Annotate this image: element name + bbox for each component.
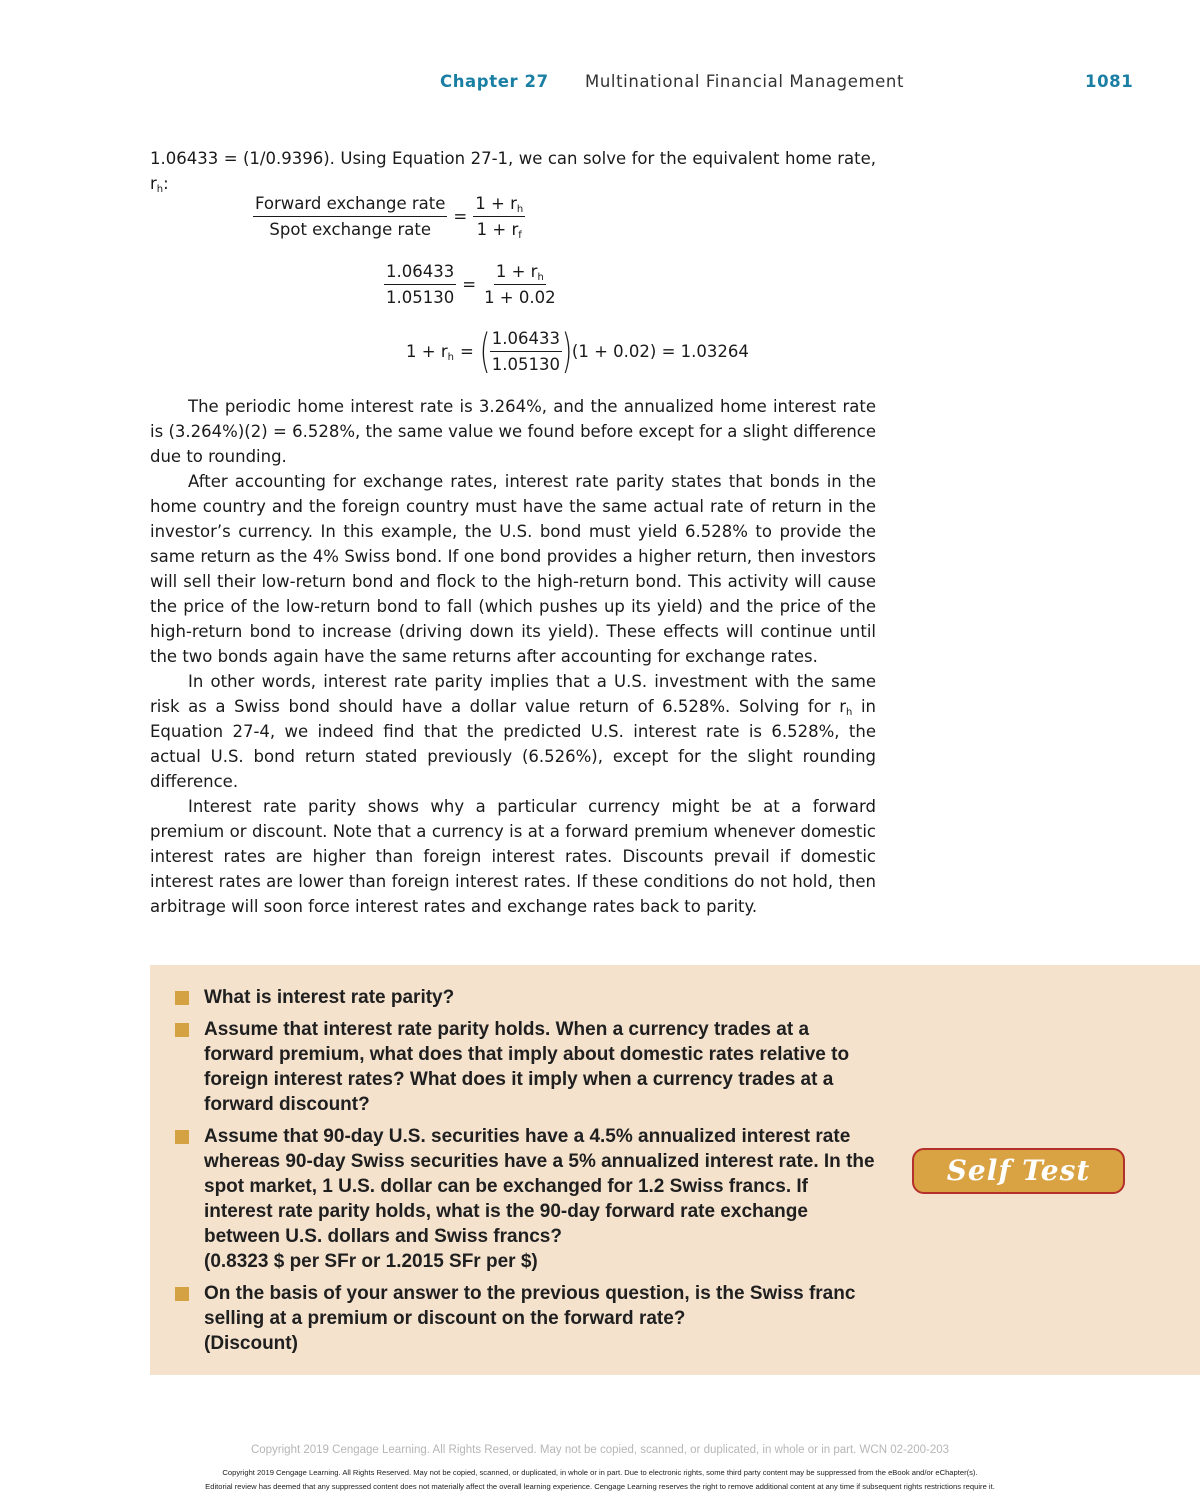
numerator [494,262,546,285]
body-text [150,394,876,919]
page-header [0,72,1200,96]
denominator: 1.05130 [386,288,455,307]
denominator [475,217,524,239]
left-paren-glyph: ( [479,324,491,378]
square-bullet-icon [175,1130,189,1144]
paragraph: The periodic home interest rate is 3.264%, and the annualized home interest rate is (3.264%)(2) = 6.528%, the same value we found before except for a slight difference due to rounding. [150,397,876,466]
subscript: f [518,230,522,241]
fraction-right [482,262,558,307]
square-bullet-icon [175,991,189,1005]
chapter-label: Chapter 27 [440,72,549,91]
rhs: (1 + 0.02) = 1.03264 [571,341,749,361]
list-item [175,1124,875,1274]
paragraph-text: in Equation 27-4, we indeed find that the predicted U.S. interest rate is 6.528%, the actual U.S. bond return stated previously (6.526%), except for the slight rounding difference. [150,697,876,791]
copyright-fineprint: Editorial review has deemed that any suppressed content does not materially affect the overall learning experience. Cengage Learning reserves the right to remove additional content at any time if subsequent rights restrictions require it. [205,1482,995,1491]
self-test-questions [175,985,875,1363]
numerator: 1.06433 [384,262,456,285]
chapter-title: Multinational Financial Management [585,72,905,91]
question-text: Assume that interest rate parity holds. When a currency trades at a forward premium, what does that imply about domestic rates relative to foreign interest rates? What does it imply when a currency trades at a forward discount? [204,1019,850,1115]
square-bullet-icon [175,1023,189,1037]
intro-end: : [163,174,169,193]
lhs-text: 1 + r [406,341,448,361]
numerator: Forward exchange rate [253,194,447,217]
equals-sign: = [462,275,477,294]
intro-text [150,146,876,196]
paragraph-text: In other words, interest rate parity implies that a U.S. investment with the same risk as a Swiss bond should have a dollar value return of 6.528%. Solving for r [150,672,876,716]
right-paren-glyph: ) [561,324,573,378]
equals-sign: = [459,341,474,361]
list-item [175,1017,875,1117]
paragraph: Interest rate parity shows why a particular currency might be at a forward premium or discount. Note that a currency is at a forward premium whenever domestic interest rates are higher than foreign interest rates. Discounts prevail if domestic interest rates are lower than foreign interest rates. If these conditions do not hold, then arbitrage will soon force interest rates and exchange rates back to parity. [150,797,876,916]
square-bullet-icon [175,1287,189,1301]
question-text: What is interest rate parity? [204,987,455,1008]
list-item [175,1281,875,1356]
numerator [473,194,525,217]
question-answer: (0.8323 $ per SFr or 1.2015 SFr per $) [204,1251,538,1272]
paragraph [150,669,876,794]
copyright-notice: Copyright 2019 Cengage Learning. All Rights Reserved. May not be copied, scanned, or duplicated, in whole or in part. WCN 02-200-203 [250,1444,950,1456]
subscript: h [537,272,544,283]
denominator: 1 + 0.02 [484,288,556,307]
lhs [406,342,454,361]
numerator-text: 1 + r [475,194,517,213]
denominator: Spot exchange rate [269,220,431,239]
numerator: 1.06433 [490,329,562,352]
question-answer: (Discount) [204,1333,298,1354]
equation-parity [253,194,525,239]
equals-sign: = [453,207,468,226]
equation-substituted [384,262,558,307]
fraction-right [473,194,525,239]
numerator-text: 1 + r [495,262,538,281]
intro-line: 1.06433 = (1/0.9396). Using Equation 27-1, we can solve for the equivalent home rate, r [150,149,876,193]
fraction-left [253,194,447,239]
denominator-text: 1 + r [476,220,519,239]
equation-solved [406,324,749,378]
denominator: 1.05130 [491,354,560,374]
subscript: h [516,204,524,215]
self-test-badge: Self Test [912,1148,1125,1194]
intro-subscript: h [156,184,164,195]
paragraph: After accounting for exchange rates, interest rate parity states that bonds in the home country and the foreign country must have the same actual rate of return in the investor’s currency. In this example, the U.S. bond must yield 6.528% to provide the same return as the 4% Swiss bond. If one bond provides a higher return, then investors will sell their low-return bond and flock to the high-return bond. This activity will cause the price of the low-return bond to fall (which pushes up its yield) and the price of the high-return bond to increase (driving down its yield). These effects will continue until the two bonds again have the same returns after accounting for exchange rates. [150,472,876,666]
copyright-fineprint: Copyright 2019 Cengage Learning. All Rights Reserved. May not be copied, scanned, or duplicated, in whole or in part. Due to electronic rights, some third party content may be suppressed from the eBook and/or eChapter(s). [222,1468,978,1477]
question-text: Assume that 90-day U.S. securities have a 4.5% annualized interest rate whereas 90-day Swiss securities have a 5% annualized interest rate. In the spot market, 1 U.S. dollar can be exchanged for 1.2 Swiss francs. If interest rate parity holds, what is the 90-day forward rate exchange between U.S. dollars and Swiss francs? [204,1126,875,1247]
fraction-left [384,262,456,307]
page-number: 1081 [1085,72,1134,91]
list-item [175,985,875,1010]
fraction [490,329,562,374]
subscript: h [447,351,454,363]
question-text: On the basis of your answer to the previous question, is the Swiss franc selling at a premium or discount on the forward rate? [204,1283,856,1329]
subscript: h [846,707,853,718]
